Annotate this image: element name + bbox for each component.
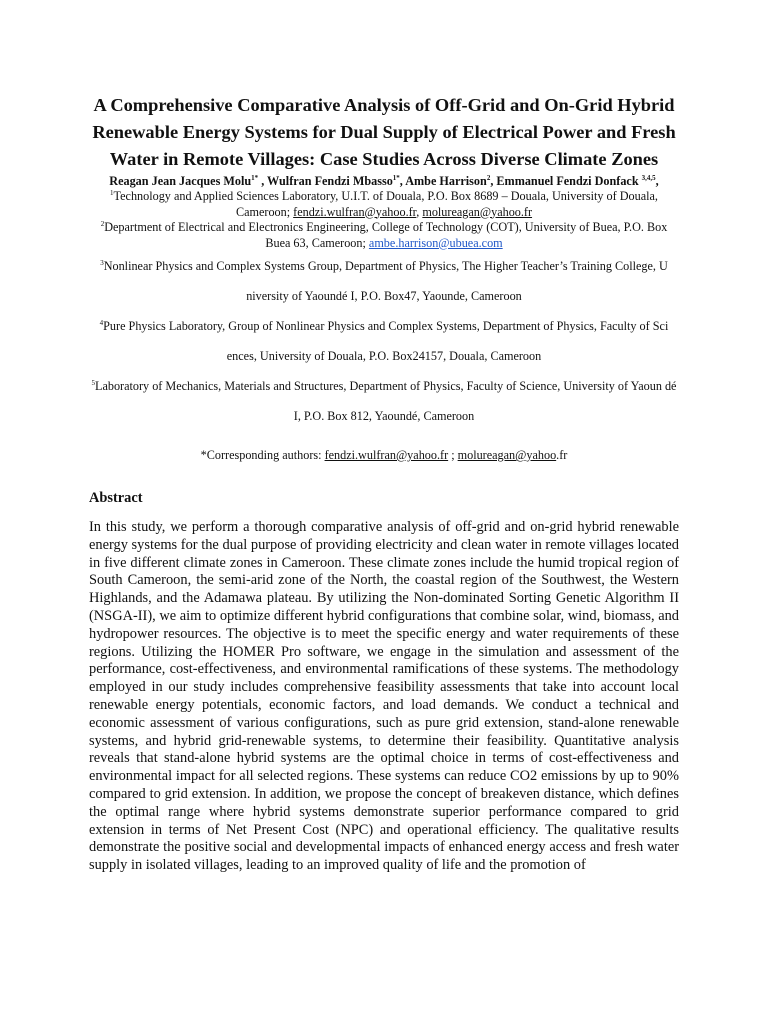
affil-text: Department of Electrical and Electronics Engineering, College of Technology (COT), University of Buea, P.O. Box Buea 63, Cameroon; xyxy=(104,220,668,250)
corr-prefix: *Corresponding authors: xyxy=(200,448,325,462)
affil-sup: 5 xyxy=(91,378,95,387)
abstract-body: In this study, we perform a thorough comparative analysis of off-grid and on-grid hybrid renewable energy systems for the dual purpose of providing electricity and clean water in remote villages located in five different climate zones in Cameroon. These climate zones include the humid tropical region of South Cameroon, the semi-arid zone of the North, the coastal region of the Southwest, the Western Highlands, and the Adamawa plateau. By utilizing the Non-dominated Sorting Genetic Algorithm II (NSGA-II), we aim to optimize different hybrid configurations that combine solar, wind, biomass, and hydropower resources. The objective is to meet the specific energy and water requirements of these regions. Utilizing the HOMER Pro software, we engage in the simulation and assessment of the performance, cost-effectiveness, and environmental ramifications of these systems. The methodology employed in our study includes comprehensive feasibility assessments that take into account local renewable energy potentials, economic factors, and load demands. We conduct a technical and economic assessment of various configurations, such as pure grid extension, stand-alone renewable systems, and hybrid grid-renewable systems, to determine their feasibility. Quantitative analysis reveals that stand-alone hybrid systems are the optimal choice in terms of cost-effectiveness and environmental impact for all selected regions. These systems can reduce CO2 emissions by up to 90% compared to grid extension. In addition, we propose the concept of breakeven distance, which defines the optimal range where hybrid systems demonstrate superior performance compared to grid extension in terms of Net Present Cost (NPC) and operational efficiency. The qualitative results demonstrate the positive social and developmental impacts of enhanced energy access and fresh water supply in isolated villages, leading to an improved quality of life and the promotion of xyxy=(89,519,679,874)
author-list xyxy=(89,174,679,189)
affiliation-1 xyxy=(89,189,679,220)
email-link[interactable]: fendzi.wulfran@yahoo.fr xyxy=(324,448,449,462)
affiliation-2 xyxy=(89,220,679,251)
affil-sup: 4 xyxy=(99,318,104,327)
affil-text: Laboratory of Mechanics, Materials and Structures, Department of Physics, Faculty of Science, University of Yaoun dé I, P.O. Box 812, Yaoundé, Cameroon xyxy=(95,379,677,423)
author-affil-sup: 1* xyxy=(392,173,400,182)
affil-sup: 2 xyxy=(100,219,105,228)
abstract-heading: Abstract xyxy=(89,490,143,506)
affil-text: Nonlinear Physics and Complex Systems Group, Department of Physics, The Higher Teacher’s Training College, U niversity of Yaoundé I, P.O. Box47, Yaounde, Cameroon xyxy=(103,259,668,303)
affiliation-3 xyxy=(89,251,679,311)
author-list-tail: , xyxy=(655,174,659,188)
author-name: , Emmanuel Fendzi Donfack xyxy=(490,174,642,188)
author-name: , Wulfran Fendzi Mbasso xyxy=(258,174,393,188)
email-link[interactable]: ambe.harrison@ubuea.com xyxy=(368,235,503,250)
affil-sup: 1 xyxy=(110,188,114,197)
affiliation-4 xyxy=(89,311,679,371)
affil-sep: , xyxy=(416,204,423,219)
author-affil-sup: 2 xyxy=(486,173,491,182)
affil-text: Pure Physics Laboratory, Group of Nonlinear Physics and Complex Systems, Department of Physics, Faculty of Sci ences, University of Douala, P.O. Box24157, Douala, Cameroon xyxy=(103,319,669,363)
author-name: , Ambe Harrison xyxy=(399,174,487,188)
affil-text: Technology and Applied Sciences Laboratory, U.I.T. of Douala, P.O. Box 8689 – Douala, University of Douala, Cameroon; xyxy=(113,189,658,219)
paper-page xyxy=(89,92,679,875)
corresponding-authors xyxy=(89,448,679,463)
corr-sep: ; xyxy=(448,448,458,462)
paper-title: A Comprehensive Comparative Analysis of Off-Grid and On-Grid Hybrid Renewable Energy Systems for Dual Supply of Electrical Power and Fresh Water in Remote Villages: Case Studies Across Diverse Climate Zones xyxy=(92,95,676,169)
corr-suffix: .fr xyxy=(556,448,568,462)
author-affil-sup: 3,4,5 xyxy=(641,173,656,182)
email-link[interactable]: molureagan@yahoo xyxy=(457,448,557,462)
author-affil-sup: 1* xyxy=(251,173,259,182)
author-name: Reagan Jean Jacques Molu xyxy=(109,174,252,188)
affiliation-5 xyxy=(89,371,679,431)
affil-sup: 3 xyxy=(100,258,104,267)
email-link[interactable]: molureagan@yahoo.fr xyxy=(422,204,533,219)
email-link[interactable]: fendzi.wulfran@yahoo.fr xyxy=(293,204,417,219)
